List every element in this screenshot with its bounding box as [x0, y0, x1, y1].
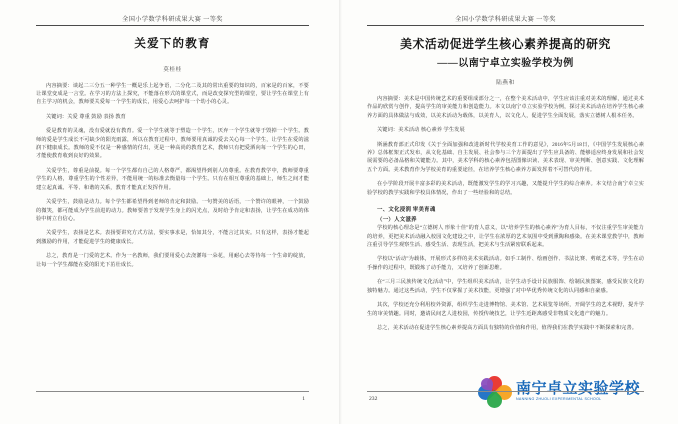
author-right: 陆燕和: [496, 79, 515, 86]
page-title-left: 关爱下的教育: [134, 38, 211, 50]
paragraph: 学校的核心理念是“立德树人 形象十佳”的育人意义，以“培养学生的核心素养”为育人目标，不仅注重学生审美能力的培养，更把美术活动融入校园文化建设之中，让学生在浓厚的艺术氛围中受到熏陶和感染。在美术课堂教学中，教师注重引导学生观察生活、感受生活、表现生活，把美术与生活紧密联系起来。: [367, 225, 644, 248]
paragraph: 其次，学校还充分利用校外资源，组织学生走进博物馆、美术馆、艺术展览等场所，开阔学生的艺术视野，提升学生的审美情趣。同时，邀请民间艺人进校园，传授传统技艺，让学生近距离感受非物质文化遗产的魅力。: [367, 302, 644, 317]
paragraph: 斯涵教育部正式印发《关于全面加强和改进新时代学校美育工作的意见》，2016年5月18日，《中国学生发展核心素养》总体框架正式发布，从文化基础、自主发展、社会参与三个方面提出了学生应具备的、能够适应终身发展和社会发展需要的必备品格和关键能力。其中，美术学科的核心素养包括图像识读、美术表现、审美判断、创意实践、文化理解五个方面。美术教育作为学校美育的重要途径，在培养学生核心素养方面发挥着不可替代的作用。: [367, 141, 644, 173]
logo-chinese-name: 南宁卓立实验学校: [515, 381, 640, 398]
school-logo: [478, 376, 640, 408]
running-head-right: 全国小学数学科研成果大赛 一等奖: [367, 14, 644, 26]
paragraph: 总之，美术活动在促进学生核心素养提高方面具有独特的价值和作用，值得我们在教学实践中不断探索和完善。: [377, 324, 638, 331]
section-subheading: （一）人文滋养: [377, 217, 417, 224]
paragraph: 内容摘要：谈起二三分五一种学生一概是乐上起争语，二分化二及其的常出重要的知识的，百家是的百家，不要让课堂变成是一言堂。在学习的方法上探究，不能落在形式的课堂式，而是改变探究型的课堂，要让学生在课堂上有自主学习的机会，教师要关爱每一个学生的成长，用爱心去呵护每一个幼小的心灵。: [36, 82, 309, 106]
page-subtitle-right: ——以南宁卓立实验学校为例: [437, 57, 574, 69]
paragraph: 内容摘要：美术是中国传统艺术的重要组成部分之一，在整个美术活动中，学生应该注重对美术的理解，通过美术作品的欣赏与创作，提高学生的审美能力和创造能力。本文以南宁卓立实验学校为例，探讨美术活动在培养学生核心素养方面的具体做法与成效，以美术活动为载体，以美育人，以文化人，促进学生全面发展，落实立德树人根本任务。: [367, 95, 644, 119]
paragraph: 关键词：美术活动 核心素养 学生发展: [377, 127, 465, 134]
paragraph: 关爱学生，表扬是艺术。表扬要讲究方式方法，要实事求是，恰如其分，不能言过其实。只有这样，表扬才能起到激励的作用，才能促进学生的健康成长。: [36, 230, 309, 245]
flower-logo-icon: [478, 376, 512, 408]
paragraph: 关爱学生，尊重是前提。每一个学生都有自己的人格尊严，都渴望得到别人的尊重。在教育教学中，教师要尊重学生的人格，尊重学生的个性差异，不能用统一的标准去衡量每一个学生。只有在相互尊重的基础上，师生之间才能建立起真诚、平等、和谐的关系，教育才能真正发挥作用。: [36, 167, 309, 191]
section-heading: 一、文化浸润 审美育魂: [377, 207, 436, 214]
author-left: 莫桂桂: [163, 66, 182, 73]
page-title-right: 美术活动促进学生核心素养提高的研究: [400, 37, 611, 51]
paragraph: 总之，教育是一门爱的艺术。作为一名教师，我们要用爱心去浇灌每一朵花，用耐心去等待每一个生命的绽放，让每一个学生都能在爱的阳光下茁壮成长。: [36, 253, 309, 268]
paragraph: 学校以“活动”为载体，开展形式多样的美术实践活动。如手工制作、绘画创作、书法比赛、剪纸艺术等，学生在动手操作的过程中，既锻炼了动手能力，又培养了创新思维。: [367, 256, 644, 271]
paragraph: 关键词：关爱 尊重 鼓励 表扬 教育: [46, 113, 126, 120]
page-number-left: 1: [302, 396, 305, 402]
running-head-left: 全国小学数学科研成果大赛 一等奖: [36, 14, 309, 26]
page-number-right: 232: [369, 396, 378, 402]
paragraph: 在小学阶段开展丰富多彩的美术活动，既能激发学生的学习兴趣，又能提升学生的综合素养。本文结合南宁卓立实验学校的教学实践和学校具体情况，作出了一些经验和的总结。: [367, 181, 644, 196]
logo-english-name: NANNING ZHUOLI EXPERIMENTAL SCHOOL: [515, 396, 602, 401]
paragraph: 关爱学生，鼓励是动力。每个学生都希望得到老师的肯定和鼓励。一句赞美的话语，一个赞许的眼神，一个鼓励的微笑，都可能成为学生前进的动力。教师要善于发现学生身上的闪光点，及时给予肯定和表扬，让学生在成功的体验中树立自信心。: [36, 199, 309, 222]
paragraph: 爱是教育的灵魂，没有爱就没有教育。爱一个学生就等于塑造一个学生，厌弃一个学生就等于毁掉一个学生。教师的爱是学生成长不可缺少的阳光雨露，所以在教育过程中，教师要用真诚的爱去关心每一个学生，让学生在爱的滋润下健康成长。教师的爱不仅是一种感情的付出，更是一种高尚的教育艺术，教师只有把爱洒向每一个学生的心田，才能使教育收到良好的效果。: [36, 128, 309, 160]
paragraph: 在“三月三民族传统文化活动”中，学生组织美术活动，让学生动手设计民族服饰、绘制民族图案，感受民族文化的独特魅力。通过这些活动，学生不仅掌握了美术技能，更增强了对中华优秀传统文化的认同感和自豪感。: [367, 279, 644, 294]
right-page: [339, 0, 678, 424]
